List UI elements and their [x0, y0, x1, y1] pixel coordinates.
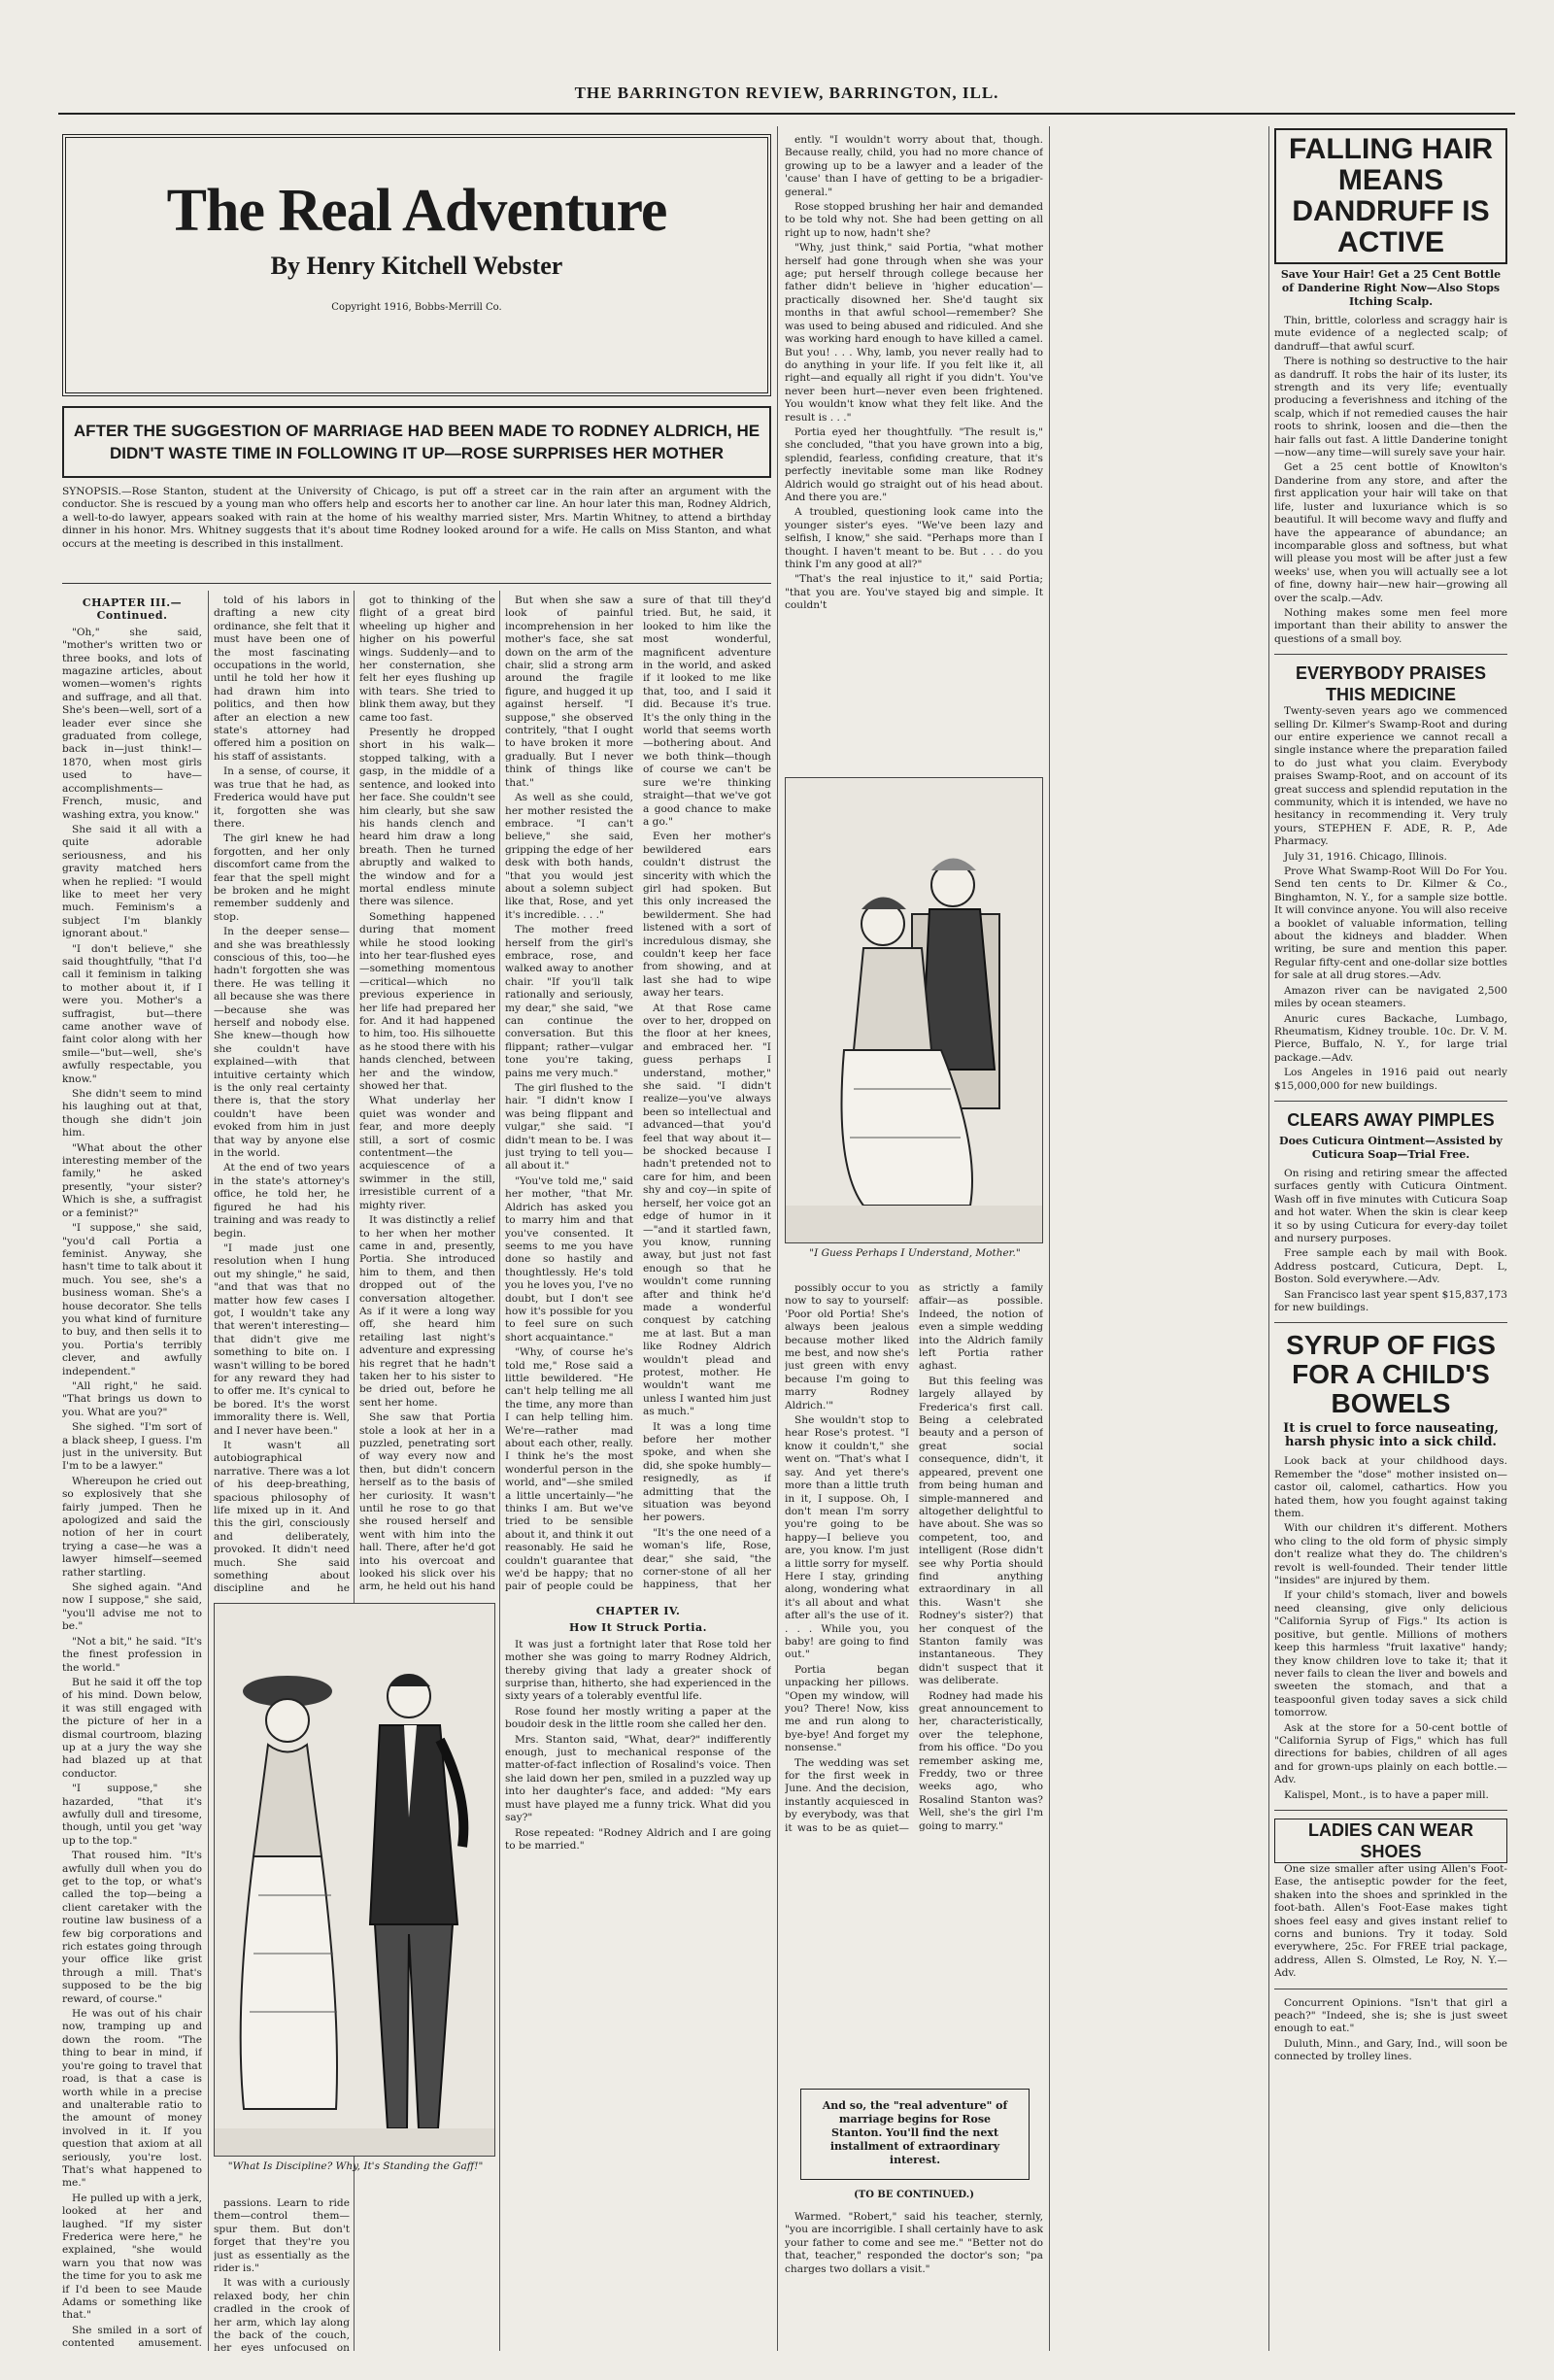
paragraph: Thin, brittle, colorless and scraggy hair is mute evidence of a neglected scalp; of dandruff—that awful scurf. [1274, 315, 1507, 353]
paragraph: She wouldn't stop to hear Rose's protest. "I know it couldn't," she went on. "That's what I say. And yet there's more than a little truth in it, I suppose. Oh, I don't mean I'm sorry you're going to be happy—I believe you are, you know. I'm just a little sorry for myself. Here I stay, grinding along, wondering what it's all about and what after all's the use of it. . . . While you, you baby! are going to find out." [785, 1414, 909, 1661]
paragraph: Mrs. Stanton said, "What, dear?" indifferently enough, just to mechanical response of the matter-of-fact inflection of Rosalind's voice. Then she laid down her pen, smiled in a puzzled way up into her daughter's face, and added: "My ears must have played me a funny trick. What did you say?" [505, 1733, 771, 1824]
paragraph: On rising and retiring smear the affected surfaces gently with Cuticura Ointment. Wash off in five minutes with Cuticura Soap and hot water. When the skin is clear keep it so by using Cuticura for every-day toilet and nursery purposes. [1274, 1167, 1507, 1244]
paragraph: But he said it off the top of his mind. Down below, it was still engaged with the picture of her in a dismal courtroom, blazing up at a jury the way she had blazed up at that conductor. [62, 1676, 202, 1780]
paragraph: "I suppose," she said, "you'd call Portia a feminist. Anyway, she hasn't time to talk about it much. You see, she's a business woman. She's a house decorator. She tells you what kind of furniture to buy, and then sells it to you. Portia's terribly clever, and awfully independent." [62, 1222, 202, 1377]
paragraph: "Why, just think," said Portia, "what mother herself had gone through when she was your age; put herself through college because her father didn't believe in 'higher education'—practically disowned her. She'd taught six months in that awful school—remember? She was used to being abused and ridiculed. And she was working hard enough to have killed a camel. But you! . . . Why, lamb, you never really had to do anything in your life. If you felt like it, all right—and equally all right if you didn't. You've never been hurt—never even been frightened. You wouldn't know what they felt like. And the result is . . ." [785, 242, 1043, 424]
column-rule [1268, 126, 1269, 2351]
ad-divider [1274, 1810, 1507, 1811]
paragraph: Prove What Swamp-Root Will Do For You. Send ten cents to Dr. Kilmer & Co., Binghamton, N. Y., for a sample size bottle. It will convince anyone. You will also receive a booklet of valuable information, telling about the kidneys and bladder. When writing, be sure and mention this paper. Regular fifty-cent and one-dollar size bottles for sale at all drug stores.—Adv. [1274, 866, 1507, 982]
col1-text [62, 627, 202, 2351]
paragraph: "I don't believe," she said thoughtfully, "that I'd call it feminism in talking to mother about it, if I were you. Mother's a suffragist, but—there came another wave of faint color along with her smile—"but—well, she's awfully respectable, you know." [62, 942, 202, 1085]
falling-hair-headline: FALLING HAIR MEANS DANDRUFF IS ACTIVE [1274, 128, 1507, 264]
paragraph: Rose repeated: "Rodney Aldrich and I are going to be married." [505, 1826, 771, 1852]
syrup-deck: It is cruel to force nauseating, harsh physic into a sick child. [1283, 1421, 1499, 1450]
paragraph: "Oh," she said, "mother's written two or three books, and lots of magazine articles, about women—women's rights and suffrage, and all that. She's been—well, sort of a leader ever since she graduated from college, back in—just think!—1870, when most girls used to have—accomplishments—French, music, and washing extra, you know." [62, 626, 202, 821]
cuticura-deck: Does Cuticura Ointment—Assisted by Cuticura Soap—Trial Free. [1279, 1134, 1503, 1161]
illustration-mother-daughter [785, 777, 1043, 1243]
story-column-5-bottom [785, 1282, 1043, 2079]
story-column-3 [359, 595, 495, 1595]
paragraph: She said it all with a quite adorable seriousness, and his gravity matched hers when he replied: "I would like to meet her very much. Feminism's a subject I'm blankly ignorant about." [62, 823, 202, 940]
story-column-4-bottom [505, 1603, 771, 2351]
illustration-2-caption: "I Guess Perhaps I Understand, Mother." [809, 1247, 1021, 1259]
syrup-body [1274, 1455, 1507, 1802]
story-column-2 [214, 595, 350, 1595]
cuticura-body [1274, 1168, 1507, 1314]
paragraph: The wedding was set for the first week in June. And the decision, instantly acquiesced in by everybody, was that it was to be as quiet—as strictly a family affair—as possible. Indeed, the notion of even a simple wedding into the Aldrich family left Portia rather aghast. [785, 1282, 1043, 1834]
paragraph: She smiled in a sort of contented amusement. [62, 2324, 202, 2350]
paragraph: Nothing makes some men feel more important than their ability to answer the questions of a small boy. [1274, 606, 1507, 645]
column-rule [1049, 126, 1050, 2351]
paragraph: A troubled, questioning look came into the younger sister's eyes. "We've been lazy and selfish, I know," she said. "Perhaps more than I thought. I haven't meant to be. But . . . do you think I'm any good at all?" [785, 506, 1043, 570]
paragraph: "Why, of course he's told me," Rose said a little bewildered. "He can't help telling me all the time, any more than I can help telling him. We're—rather mad about each other, really. I think he's the most wonderful person in the world, and"—she smiled a little uncertainly—"he thinks I am. But we've tried to be sensible about it, and think it out reasonably. He said he couldn't guarantee that we'd be happy; that no pair of people could be sure of that till they'd tried. But, he said, it looked to him like the most wonderful, magnificent adventure in the world, and asked if it looked to me like that, too, and I said it did. Because it's true. It's the only thing in the world that seems worth—bothering about. And we both think—though of course we can't be sure we're thinking straight—that we've got a good chance to make a go." [505, 595, 771, 1593]
illustration-1-caption: "What Is Discipline? Why, It's Standing the Gaff!" [227, 2160, 484, 2172]
story-column-5 [785, 134, 1043, 765]
falling-hair-deck: Save Your Hair! Get a 25 Cent Bottle of Danderine Right Now—Also Stops Itching Scalp. [1280, 268, 1502, 308]
paragraph: She saw that Portia stole a look at her in a puzzled, penetrating sort of way every now and then, but didn't concern herself as to the basis of her curiosity. It wasn't until he rose to go that she roused herself and went with him into the hall. There, after he'd got into his overcoat and looked his slick over his arm, he held out his hand [359, 1411, 495, 1593]
ad-divider [1274, 1322, 1507, 1323]
illustration-man-woman [214, 1603, 495, 2157]
paragraph: Concurrent Opinions. "Isn't that girl a peach?" "Indeed, she is; she is just sweet enough to eat." [1274, 1996, 1507, 2035]
warmed-filler [785, 2211, 1043, 2357]
paragraph: "I made just one resolution when I hung out my shingle," he said, "and that was that no matter how few cases I got, I wouldn't take any that weren't interesting—that didn't give me something to bite on. I wasn't willing to be bored for any reward they had to offer me. It's cynical to be bored. It's the worst immorality there is. Well, and I never have been." [214, 1241, 350, 1437]
paragraph: Portia eyed her thoughtfully. "The result is," she concluded, "that you have grown into a big, splendid, fearless, confiding creature, that it's perfectly inevitable some man like Rodney Aldrich would go straight out of his head about. And there you are." [785, 425, 1043, 503]
paragraph: It was with a curiously relaxed body, her chin cradled in the crook of her arm, which lay along the back of the couch, her eyes unfocused on [214, 2277, 350, 2353]
paragraph: It wasn't all autobiographical narrative. There was a lot of his deep-breathing, spacious philosophy of life mixed up in it. And this the girl, consciously and deliberately, provoked. It didn't need much. She said something about discipline and he [214, 1440, 350, 1595]
story-deck: AFTER THE SUGGESTION OF MARRIAGE HAD BEEN MADE TO RODNEY ALDRICH, HE DIDN'T WASTE TIME IN FOLLOWING IT UP—ROSE SURPRISES HER MOTHER [62, 406, 771, 478]
paragraph: Free sample each by mail with Book. Address postcard, Cuticura, Dept. L, Boston. Sold everywhere.—Adv. [1274, 1247, 1507, 1286]
paragraph: What underlay her quiet was wonder and fear, and more deeply still, a sort of cosmic contentment—the acquiescence of a swimmer in the still, irresistible current of a mighty river. [359, 1095, 495, 1211]
paragraph: Look back at your childhood days. Remember the "dose" mother insisted on—castor oil, calomel, cathartics. How you hated them, how you fought against taking them. [1274, 1455, 1507, 1520]
paragraph: She sighed again. "And now I suppose," she said, "you'll advise me not to be." [62, 1581, 202, 1633]
paragraph: Anuric cures Backache, Lumbago, Rheumatism, Kidney trouble. 10c. Dr. V. M. Pierce, Buffalo, N. Y., for large trial package.—Adv. [1274, 1012, 1507, 1064]
ad-divider [1274, 1101, 1507, 1102]
col5a-text [785, 134, 1043, 613]
paragraph: In the deeper sense—and she was breathlessly conscious of this, too—he hadn't forgotten she was there. He was telling it all because she was there—because she was herself and nobody else. She knew—though how she couldn't have explained—with that intuitive certainty which is the only real certainty there is, that the story couldn't have been evoked from him in just that way by anyone else in the world. [214, 926, 350, 1160]
column-rule [777, 126, 778, 2351]
paragraph: Rodney had made his great announcement to her, characteristically, over the telephone, from his office. "Do you remember asking me, Freddy, two or three weeks ago, who Rosalind Stanton was? Well, she's the girl I'm going to marry." [919, 1689, 1043, 1832]
shoes-body [1274, 1863, 1507, 1981]
paragraph: "Not a bit," he said. "It's the finest profession in the world." [62, 1635, 202, 1674]
paragraph: The girl knew he had forgotten, and her only discomfort came from the fear that the spell might be broken and he might remember suddenly and stop. [214, 833, 350, 923]
paragraph: Amazon river can be navigated 2,500 miles by ocean steamers. [1274, 984, 1507, 1010]
story-title: The Real Adventure [166, 178, 667, 244]
paragraph: Presently he dropped short in his walk—stopped talking, with a gasp, in the middle of a sentence, and looked into her face. She couldn't see him clearly, but she saw his hands clench and heard him draw a long breath. Then he turned abruptly and walked to the window and for a mortal endless minute there was silence. [359, 727, 495, 908]
story-column-2-bottom [214, 2197, 350, 2353]
swamp-root-headline: EVERYBODY PRAISES THIS MEDICINE [1295, 663, 1487, 705]
paragraph: With our children it's different. Mothers who cling to the old form of physic simply don't realize what they do. The children's revolt is well-founded. Their tender little "insides" are injured by them. [1274, 1522, 1507, 1587]
paragraph: "You've told me," said her mother, "that Mr. Aldrich has asked you to marry him and that you've consented. It seems to me you have done so hastily and thoughtlessly. He's told you he loves you, I've no doubt, but I don't see how it's possible for you to feel sure on such short acquaintance." [505, 1174, 633, 1343]
paragraph: July 31, 1916. Chicago, Illinois. [1284, 850, 1447, 863]
paragraph: Get a 25 cent bottle of Knowlton's Danderine from any store, and after the first application your hair will take on that life, luster and luxuriance which is so beautiful. It will become wavy and fluffy and have the appearance of abundance; an incomparable gloss and softness, but what will please you most will be after just a few weeks' use, when you will actually see a lot of fine, downy hair—new hair—growing all over the scalp.—Adv. [1274, 461, 1507, 604]
paragraph: One size smaller after using Allen's Foot-Ease, the antiseptic powder for the feet, shaken into the shoes and sprinkled in the foot-bath. Allen's Foot-Ease makes tight shoes feel easy and gives instant relief to corns and bunions. Try it today. Sold everywhere, 25c. For FREE trial package, address, Allen S. Olmsted, Le Roy, N. Y.—Adv. [1274, 1862, 1507, 1980]
story-column-1 [62, 595, 202, 2351]
ad-column [1274, 128, 1507, 2363]
story-byline: By Henry Kitchell Webster [270, 252, 563, 280]
paragraph: She didn't seem to mind his laughing out at that, though she didn't join him. [62, 1088, 202, 1139]
falling-hair-body [1274, 315, 1507, 646]
to-be-continued: (TO BE CONTINUED.) [854, 2190, 974, 2200]
paragraph: At the end of two years in the state's attorney's office, he told her, he figured he had his training and was ready to begin. [214, 1162, 350, 1240]
paragraph: Duluth, Minn., and Gary, Ind., will soon be connected by trolley lines. [1274, 2037, 1507, 2063]
story-column-4 [505, 595, 771, 1595]
paragraph: The mother freed herself from the girl's embrace, rose, and walked away to another chair. "If you'll talk rationally and seriously, my dear," she said, "we can continue the conversation. But this flippant; rather—vulgar tone you're taking, pains me very much." [505, 924, 633, 1079]
paragraph: possibly occur to you now to say to yourself: 'Poor old Portia! She's always been jealous because mother liked me best, and now she's just green with envy because I'm going to marry Rodney Aldrich.'" [785, 1282, 909, 1411]
paragraph: Ask at the store for a 50-cent bottle of "California Syrup of Figs," which has full directions for babies, children of all ages and for grown-ups plainly on each bottle.—Adv. [1274, 1721, 1507, 1786]
paragraph: Twenty-seven years ago we commenced selling Dr. Kilmer's Swamp-Root and during our entire experience we cannot recall a single instance where the preparation failed to do just what you claim. Everybody praises Swamp-Root, and on account of its great success and splendid reputation in the community, which it is intended, we have no hesitancy in recommending it. Very truly yours, STEPHEN F. ADE, R. P., Ade Pharmacy. [1274, 705, 1507, 848]
paragraph: Kalispel, Mont., is to have a paper mill. [1284, 1788, 1489, 1801]
paragraph: told of his labors in drafting a new city ordinance, she felt that it must have been one of the most fascinating occupations in the world, until he told her how it had drawn him into politics, and then how after an election a new state's attorney had offered him a position on his staff of assistants. [214, 595, 350, 763]
paragraph: That roused him. "It's awfully dull when you do get to the top, or what's called the top—being a client caretaker with the routine law business of a few big corporations and rich estates going through your office like grist through a mill. That's supposed to be the big reward, of course." [62, 1850, 202, 2005]
masthead: THE BARRINGTON REVIEW, BARRINGTON, ILL. [574, 84, 999, 102]
continued-notice: And so, the "real adventure" of marriage begins for Rose Stanton. You'll find the next installment of extraordinary interest. [800, 2089, 1030, 2180]
paragraph: Los Angeles in 1916 paid out nearly $15,000,000 for new buildings. [1274, 1067, 1507, 1092]
story-copyright: Copyright 1916, Bobbs-Merrill Co. [331, 302, 502, 313]
paragraph: The girl flushed to the hair. "I didn't know I was being flippant and vulgar," she said. "I didn't mean to be. I was just trying to tell you—all about it." [505, 1082, 633, 1173]
paragraph: Rose stopped brushing her hair and demanded to be told why not. She had been getting on all right up to now, hadn't she? [785, 201, 1043, 239]
paragraph: It was a long time before her mother spoke, and when she did, she spoke humbly—resignedly, as if admitting that the situation was beyond her powers. [643, 1420, 771, 1524]
col5b-text [785, 1282, 1043, 1835]
mother-daughter-illustration-icon [786, 778, 1042, 1242]
ad-divider [1274, 654, 1507, 655]
paragraph: Whereupon he cried out so explosively that she fairly jumped. Then he apologized and said the notion of her in court trying a case—he was a lawyer himself—seemed rather startling. [62, 1475, 202, 1579]
story-title-box [62, 134, 771, 396]
col3a-text [359, 595, 495, 1595]
paragraph: passions. Learn to ride them—control them—spur them. But don't forget that they're you just as essentially as the rider is." [214, 2197, 350, 2275]
paragraph: Rose found her mostly writing a paper at the boudoir desk in the little room she called her den. [505, 1705, 771, 1731]
shoes-headline: LADIES CAN WEAR SHOES [1274, 1819, 1507, 1863]
paragraph: But when she saw a look of painful incomprehension in her mother's face, she sat down on the arm of the chair, slid a strong arm around the fragile figure, and hugged it up against herself. "I suppose," she observed contritely, "that I ought to have broken it more gradually. But I never think of things like that." [505, 595, 633, 789]
paragraph: It was distinctly a relief to her when her mother came in and, presently, Portia. She introduced him to them, and then dropped out of the conversation altogether. As if it were a long way off, she heard him retailing last night's adventure and expressing his regret that he hadn't taken her to his sister to be dried out, before he sent her home. [359, 1214, 495, 1409]
paragraph: San Francisco last year spent $15,837,173 for new buildings. [1274, 1288, 1507, 1313]
couple-illustration-icon [215, 1604, 494, 2156]
col3b-text [505, 1639, 771, 1853]
paragraph: "What about the other interesting member of the family," he asked presently, "your sister? Which is she, a suffragist or a feminist?" [62, 1141, 202, 1219]
paragraph: Even her mother's bewildered ears couldn't distrust the sincerity with which the girl had spoken. But this only increased the bewilderment. She had listened with a sort of incredulous dismay, she couldn't keep her face from showing, and at last she had to wipe away her tears. [643, 831, 771, 1000]
cuticura-headline: CLEARS AWAY PIMPLES [1287, 1109, 1495, 1130]
syrup-headline: SYRUP OF FIGS FOR A CHILD'S BOWELS [1286, 1330, 1496, 1419]
paragraph: ently. "I wouldn't worry about that, though. Because really, child, you had no more chance of growing up to be a lawyer and a leader of the 'cause' than I have of getting to be a brigadier-general." [785, 134, 1043, 198]
paragraph: Something happened during that moment while he stood looking into her tear-flushed eyes—something momentous—critical—which no previous experience in her life had prepared her for. And it had happened to him, too. His silhouette as he stood there with his hands clenched, between her and the window, showed her that. [359, 910, 495, 1093]
paragraph: "That's the real injustice to it," said Portia; "that you are. You've stayed big and simple. It couldn't [785, 573, 1043, 612]
col2b-text [214, 2197, 350, 2353]
paragraph: "It's the one need of a woman's life, Rose, dear," she said, "the corner-stone of all her happiness, that her [643, 1526, 771, 1591]
column-rule [208, 591, 209, 2351]
story-synopsis: SYNOPSIS.—Rose Stanton, student at the University of Chicago, is put off a street car in the rain after an argument with the conductor. She is rescued by a young man who offers help and escorts her to another car line. An hour later this man, Rodney Aldrich, a well-to-do lawyer, appears soaked with rain at the home of his wealthy married sister, Mrs. Martin Whitney, to attend a birthday dinner in his honor. Mrs. Whitney suggests that it's about time Rodney looked around for a wife. He calls on Miss Stanton, and what occurs at the meeting is described in this installment. [62, 486, 771, 550]
paragraph: He pulled up with a jerk, looked at her and laughed. "If my sister Frederica were here," he explained, "she would warn you that now was the time for you to ask me if I'd been to see Maude Adams or something like that." [62, 2192, 202, 2322]
paragraph: But this feeling was largely allayed by Frederica's first call. Being a celebrated beauty and a person of great social consequence, didn't, it appeared, prevent one from being human and simple-mannered and altogether delightful to have about. She was so competent, too, and intelligent (Rose didn't see why Portia should find anything extraordinary in all this. Wasn't she Rodney's sister?) that her conquest of the Stanton family was instantaneous. They didn't suspect that it was deliberate. [919, 1375, 1043, 1687]
paragraph: At that Rose came over to her, dropped on the floor at her knees, and embraced her. "I guess perhaps I understand, mother," she said. "I didn't realize—you've always been so intellectual and advanced—that you'd feel that way about it—be shocked because I hadn't pretended not to care for him, and been shy and coy—in spite of herself, her voice got an edge of humor in it—"and it startled fawn, you know, running away, but just not fast enough so that he wouldn't come running after and think he'd made a wonderful conquest by catching me at last. But a man like Rodney Aldrich wouldn't plead and protest, mother. He wouldn't want me unless I wanted him just as much." [643, 1002, 771, 1418]
paragraph: She sighed. "I'm sort of a black sheep, I guess. I'm just in the university. But I'm to be a lawyer." [62, 1421, 202, 1473]
paragraph: In a sense, of course, it was true that he had, as Frederica would have put it, forgotten she was there. [214, 765, 350, 830]
fillers [1274, 1997, 1507, 2064]
paragraph: If your child's stomach, liver and bowels need cleansing, give only delicious "California Syrup of Figs." Its action is positive, but gentle. Millions of mothers keep this harmless "fruit laxative" handy; they know children love to take it; that it never fails to clean the liver and bowels and sweeten the stomach, and that a teaspoonful given today saves a sick child tomorrow. [1274, 1589, 1507, 1719]
paragraph: He was out of his chair now, tramping up and down the room. "The thing to bear in mind, if you're going to travel that road, is that a case is worth while in a precise and unalterable ratio to the amount of money involved in it. If you question that axiom at all seriously, you're lost. That's what happened to me." [62, 2008, 202, 2190]
warmed-text: Warmed. "Robert," said his teacher, sternly, "you are incorrigible. I shall certainly have to ask your father to come and see me." "Better not do that, teacher," responded the doctor's son; "pa charges two dollars a visit." [785, 2211, 1043, 2275]
swamp-root-body [1274, 705, 1507, 1093]
col4-text [505, 595, 771, 1595]
chapter-4-label: CHAPTER IV. [595, 1605, 681, 1617]
column-rule [499, 591, 500, 2351]
paragraph: "I suppose," she hazarded, "that it's awfully dull and tiresome, though, until you get 'way up to the top." [62, 1783, 202, 1847]
chapter-3-label: CHAPTER III.—Continued. [82, 596, 183, 623]
masthead-rule [58, 113, 1515, 115]
paragraph: got to thinking of the flight of a great bird wheeling up higher and higher on his powerful wings. Suddenly—and to her consternation, she felt her eyes flushing up with tears. She tried to blink them away, but they came too fast. [359, 595, 495, 724]
synopsis-rule [62, 583, 771, 584]
paragraph: Portia began unpacking her pillows. "Open my window, will you? There! Now, kiss me and run along to bye-bye! And forget my nonsense." [785, 1663, 909, 1754]
chapter-4-subtitle: How It Struck Portia. [569, 1621, 707, 1635]
paragraph: There is nothing so destructive to the hair as dandruff. It robs the hair of its luster, its strength and its very life; eventually producing a feverishness and itching of the scalp, which if not remedied causes the hair roots to shrink, loosen and die—then the hair falls out fast. A little Danderine tonight—now—any time—will surely save your hair. [1274, 356, 1507, 459]
paragraph: As well as she could, her mother resisted the embrace. "I can't believe," she said, gripping the edge of her desk with both hands, "that you would jest about a solemn subject like that, Rose, and yet it's incredible. . . ." [505, 792, 633, 921]
paragraph: "All right," he said. "That brings us down to you. What are you?" [62, 1379, 202, 1418]
col2a-text [214, 595, 350, 1595]
paragraph: It was just a fortnight later that Rose told her mother she was going to marry Rodney Aldrich, thereby giving that lady a greater shock of surprise than, hitherto, she had experienced in the sixty years of a tolerably eventful life. [505, 1638, 771, 1703]
